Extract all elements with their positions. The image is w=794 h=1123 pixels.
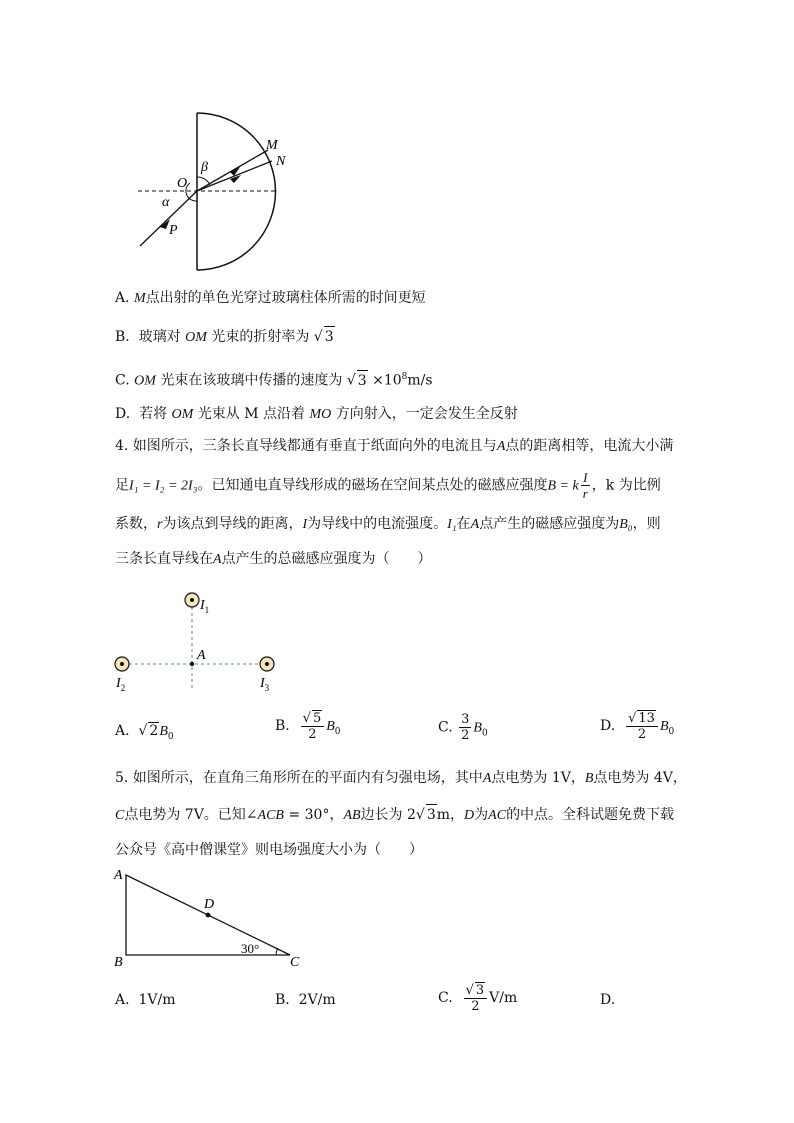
point-D	[206, 913, 211, 918]
label-I3: $I_3$	[260, 676, 270, 693]
label-M: M	[266, 138, 278, 153]
q5-line2: C点电势为 7V。已知∠ACB = 30°，AB边长为 2√ 3m，D为AC的中点。全科试题免费下载	[115, 804, 674, 826]
q3-option-d: D. 若将 OM 光束从 M 点沿着 MO 方向射入，一定会发生全反射	[115, 406, 518, 422]
wire-I2	[115, 657, 129, 671]
point-A	[190, 662, 194, 666]
label-beta: β	[201, 160, 208, 175]
label-P: P	[169, 223, 178, 238]
label-B: B	[114, 955, 123, 970]
q4-line2: 足I₁ = I₂ = 2I₃。已知通电直导线形成的磁场在空间某点处的磁感应强度B = k $\frac{I}{r}$ ，k 为比例	[115, 470, 661, 501]
label-I2: $I_2$	[116, 676, 126, 693]
q5-option-a: A. 1V/m	[115, 992, 176, 1008]
label-alpha: α	[162, 195, 170, 210]
q5-option-d: D.	[600, 992, 616, 1008]
label-A: A	[197, 648, 206, 663]
wires-figure	[105, 585, 295, 695]
q3-option-a: A. M点出射的单色光穿过玻璃柱体所需的时间更短	[115, 290, 426, 306]
q3-option-b: B. 玻璃对 OM 光束的折射率为 √ 3	[115, 326, 335, 348]
q5-line1: 5. 如图所示，在直角三角形所在的平面内有匀强电场，其中A点电势为 1V，B点电势为 4V，	[115, 770, 687, 786]
triangle-figure	[108, 865, 308, 975]
refraction-figure	[130, 105, 290, 280]
q5-option-c: C. $\frac{√ 3}{2}$ V/m	[438, 983, 518, 1014]
wire-I3	[260, 657, 274, 671]
label-angle: 30°	[241, 941, 260, 956]
wire-I1	[185, 593, 199, 607]
q4-option-c: C. $\frac{3}{2}$ $B_0$	[438, 712, 488, 743]
q4-line4: 三条长直导线在A点产生的总磁感应强度为（ ）	[115, 551, 432, 567]
angle-arc	[276, 948, 278, 955]
label-O: O	[177, 176, 188, 191]
ray-ON	[197, 161, 272, 191]
q4-option-b: B. $\frac{√ 5}{2}$ $B_0$	[275, 711, 341, 742]
label-A: A	[114, 868, 123, 883]
q4-option-a: A. √ $2B_0$	[115, 723, 174, 742]
label-I1: $I_1$	[200, 598, 210, 615]
q3-option-c: C. OM 光束在该玻璃中传播的速度为 √ $3 \times 10^8m/s$	[115, 367, 433, 392]
q4-line1: 4. 如图所示，三条长直导线都通有垂直于纸面向外的电流且与A点的距离相等，电流大小满	[115, 438, 674, 454]
label-C: C	[290, 955, 300, 970]
q4-option-d: D. $\frac{√ 13}{2}$ $B_0$	[600, 711, 675, 742]
q4-line3: 系数，r为该点到导线的距离，I为导线中的电流强度。I₁在A点产生的磁感应强度为B₀，则	[115, 516, 661, 532]
q5-line3: 公众号《高中僧课堂》则电场强度大小为（ ）	[115, 842, 423, 858]
q5-option-b: B. 2V/m	[275, 992, 336, 1008]
label-D: D	[204, 897, 215, 912]
label-N: N	[276, 154, 286, 169]
